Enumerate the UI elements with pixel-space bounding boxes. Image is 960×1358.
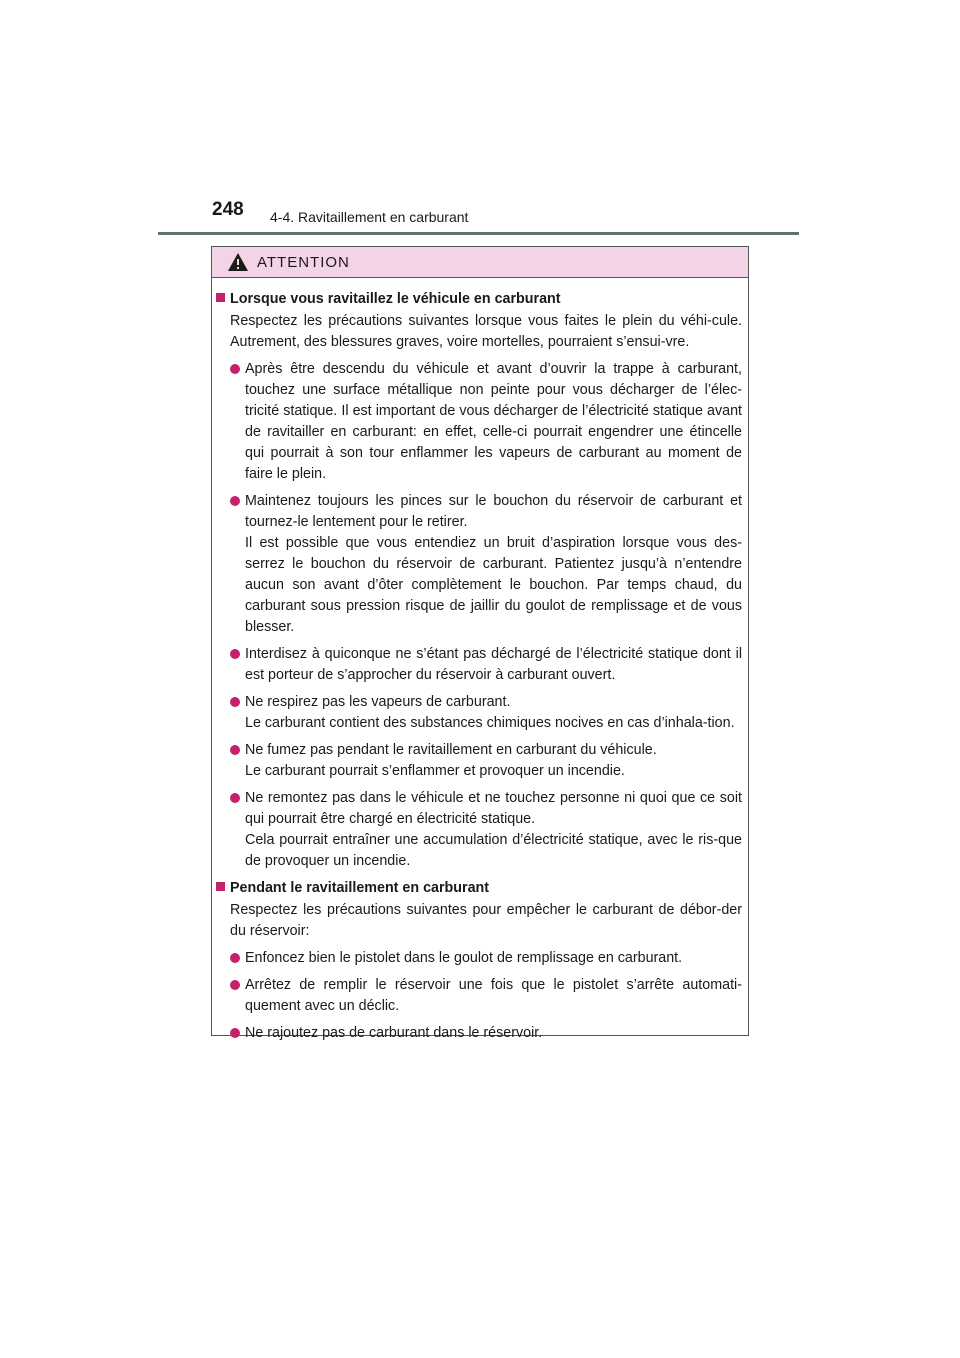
section-heading: Pendant le ravitaillement en carburant [216,878,742,899]
page-number: 248 [212,199,244,220]
round-bullet-icon [230,1028,240,1038]
square-bullet-icon [216,293,225,302]
round-bullet-icon [230,953,240,963]
list-item: Ne rajoutez pas de carburant dans le réservoir. [230,1023,742,1044]
round-bullet-icon [230,745,240,755]
warning-triangle-icon [227,252,249,272]
header-divider [158,232,799,235]
square-bullet-icon [216,882,225,891]
list-item: Maintenez toujours les pinces sur le bouchon du réservoir de carburant et tournez-le lentement pour le retirer. Il est possible que vous entendiez un bruit d’aspiration lorsque vous des-serrez le bouchon du réservoir de carburant. Patientez jusqu’à n’entendre aucun son avant d’ôter complètement le bouchon. Par temps chaud, du carburant sous pression risque de jaillir du goulot de remplissage et de vous blesser. [230,491,742,638]
round-bullet-icon [230,980,240,990]
list-item: Ne remontez pas dans le véhicule et ne touchez personne ni quoi que ce soit qui pourrait être chargé en électricité statique. Cela pourrait entraîner une accumulation d’électricité statique, avec le ris-que de provoquer un incendie. [230,788,742,872]
section-heading: Lorsque vous ravitaillez le véhicule en carburant [216,289,742,310]
list-item: Arrêtez de remplir le réservoir une fois que le pistolet s’arrête automati-quement avec un déclic. [230,975,742,1017]
warning-box [211,246,749,1041]
list-item: Ne fumez pas pendant le ravitaillement en carburant du véhicule. Le carburant pourrait s’enflammer et provoquer un incendie. [230,740,742,782]
round-bullet-icon [230,649,240,659]
section-intro: Respectez les précautions suivantes pour empêcher le carburant de débor-der du réservoir: [230,902,742,939]
round-bullet-icon [230,364,240,374]
list-item: Interdisez à quiconque ne s’étant pas déchargé de l’électricité statique dont il est porteur de s’approcher du réservoir à carburant ouvert. [230,644,742,686]
section-title: 4-4. Ravitaillement en carburant [270,209,469,225]
list-item: Enfoncez bien le pistolet dans le goulot de remplissage en carburant. [230,948,742,969]
list-item: Après être descendu du véhicule et avant d’ouvrir la trappe à carburant, touchez une surface métallique non peinte pour vous décharger de l’élec-tricité statique. Il est important de vous décharger de l’électricité statique avant de ravitailler en carburant: en effet, celle-ci pourrait engendrer une étincelle qui pourrait à son tour enflammer les vapeurs de carburant au moment de faire le plein. [230,359,742,485]
list-item: Ne respirez pas les vapeurs de carburant. Le carburant contient des substances chimiques nocives en cas d’inhala-tion. [230,692,742,734]
round-bullet-icon [230,793,240,803]
warning-header [212,247,748,278]
round-bullet-icon [230,697,240,707]
warning-body [212,278,748,1044]
warning-title: ATTENTION [257,253,350,271]
round-bullet-icon [230,496,240,506]
section-intro: Respectez les précautions suivantes lorsque vous faites le plein du véhi-cule. Autrement, des blessures graves, voire mortelles, pourraient s’ensui-vre. [230,313,742,350]
